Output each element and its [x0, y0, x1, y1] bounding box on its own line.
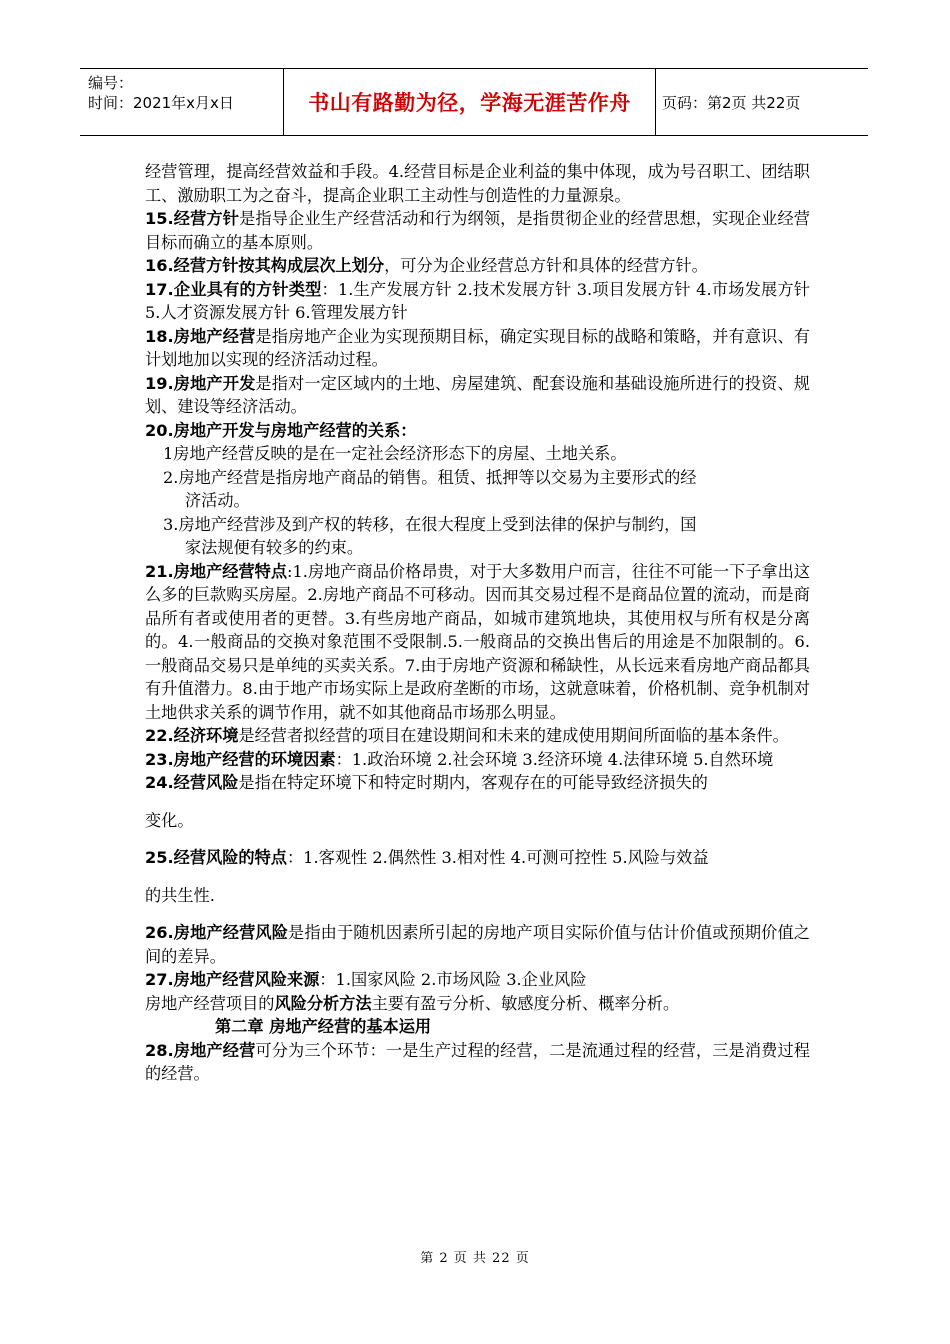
paragraph-26: 26.房地产经营风险是指由于随机因素所引起的房地产项目实际价值与估计价值或预期价值之间的差异。	[145, 923, 810, 966]
paragraph-23: 23.房地产经营的环境因素：1.政治环境 2.社会环境 3.经济环境 4.法律环境 5.自然环境	[145, 749, 774, 769]
page-header	[80, 68, 868, 136]
list-item: 2.房地产经营是指房地产商品的销售。租赁、抵押等以交易为主要形式的经 济活动。	[163, 467, 697, 510]
header-motto: 书山有路勤为径，学海无涯苦作舟	[284, 69, 656, 135]
term: 24.经营风险	[145, 773, 239, 792]
paragraph-24-cont: 变化。	[145, 810, 194, 830]
term: 17.企业具有的方针类型	[145, 279, 322, 299]
paragraph-27-extra: 房地产经营项目的风险分析方法主要有盈亏分析、敏感度分析、概率分析。	[145, 993, 680, 1013]
paragraph-27: 27.房地产经营风险来源：1.国家风险 2.市场风险 3.企业风险	[145, 970, 587, 989]
term: 26.房地产经营风险	[145, 923, 289, 942]
chapter-heading: 第二章 房地产经营的基本运用	[215, 1017, 432, 1036]
paragraph-15: 15.经营方针是指导企业生产经营活动和行为纲领，是指贯彻企业的经营思想，实现企业经营目标而确立的基本原则。	[145, 209, 810, 252]
paragraph-17: 17.企业具有的方针类型：1.生产发展方针 2.技术发展方针 3.项目发展方针 4.市场发展方针 5.人才资源发展方针 6.管理发展方针	[145, 279, 810, 322]
paragraph-28: 28.房地产经营可分为三个环节：一是生产过程的经营，二是流通过程的经营，三是消费过程的经营。	[145, 1040, 810, 1083]
term: 16.经营方针按其构成层次上划分	[145, 256, 385, 275]
term: 18.房地产经营	[145, 326, 256, 346]
paragraph-25: 25.经营风险的特点：1.客观性 2.偶然性 3.相对性 4.可测可控性 5.风险与效益	[145, 848, 709, 867]
paragraph-24: 24.经营风险是指在特定环境下和特定时期内，客观存在的可能导致经济损失的	[145, 773, 708, 792]
doc-number-label: 编号：	[88, 74, 134, 92]
paragraph-19: 19.房地产开发是指对一定区域内的土地、房屋建筑、配套设施和基础设施所进行的投资、规划、建设等经济活动。	[145, 373, 810, 416]
paragraph-18: 18.房地产经营是指房地产企业为实现预期目标，确定实现目标的战略和策略，并有意识、有计划地加以实现的经济活动过程。	[145, 326, 810, 369]
paragraph-22: 22.经济环境是经营者拟经营的项目在建设期间和未来的建成使用期间所面临的基本条件。	[145, 726, 789, 745]
list-item: 1房地产经营反映的是在一定社会经济形态下的房屋、土地关系。	[163, 444, 627, 463]
paragraph-25-cont: 的共生性.	[145, 885, 215, 905]
term: 28.房地产经营	[145, 1040, 256, 1060]
page-footer: 第 2 页 共 22 页	[420, 1251, 530, 1266]
doc-time-label: 时间：2021年x月x日	[88, 94, 234, 112]
term: 22.经济环境	[145, 726, 239, 745]
paragraph-20	[145, 419, 810, 443]
paragraph: 经营管理，提高经营效益和手段。4.经营目标是企业利益的集中体现，成为号召职工、团结职工、激励职工为之奋斗，提高企业职工主动性与创造性的力量源泉。	[145, 162, 810, 205]
term: 15.经营方针	[145, 209, 240, 228]
term: 19.房地产开发	[145, 373, 256, 393]
term: 20.房地产开发与房地产经营的关系：	[145, 420, 417, 440]
header-page-label: 页码：第2页 共22页	[662, 93, 801, 112]
header-meta	[80, 69, 284, 135]
term: 风险分析方法	[274, 993, 372, 1013]
paragraph-21: 21.房地产经营特点:1.房地产商品价格昂贵，对于大多数用户而言，往往不可能一下子拿出这么多的巨款购买房屋。2.房地产商品不可移动。因而其交易过程不是商品位置的流动，而是商品所有者或使用者的更替。3.有些房地产商品，如城市建筑地块，其使用权与所有权是分离的。4.一般商品的交换对象范围不受限制.5.一般商品的交换出售后的用途是不加限制的。6.一般商品交易只是单纯的买卖关系。7.由于房地产资源和稀缺性，从长远来看房地产商品都具有升值潜力。8.由于地产市场实际上是政府垄断的市场，这就意味着，价格机制、竞争机制对土地供求关系的调节作用，就不如其他商品市场那么明显。	[145, 561, 810, 722]
term: 21.房地产经营特点	[145, 561, 288, 581]
term: 27.房地产经营风险来源	[145, 970, 320, 989]
list-item: 3.房地产经营涉及到产权的转移，在很大程度上受到法律的保护与制约，国 家法规便有较多的约束。	[163, 514, 697, 557]
paragraph-16: 16.经营方针按其构成层次上划分，可分为企业经营总方针和具体的经营方针。	[145, 256, 708, 275]
document-body	[145, 160, 810, 1086]
term: 23.房地产经营的环境因素	[145, 749, 336, 769]
term: 25.经营风险的特点	[145, 848, 287, 867]
